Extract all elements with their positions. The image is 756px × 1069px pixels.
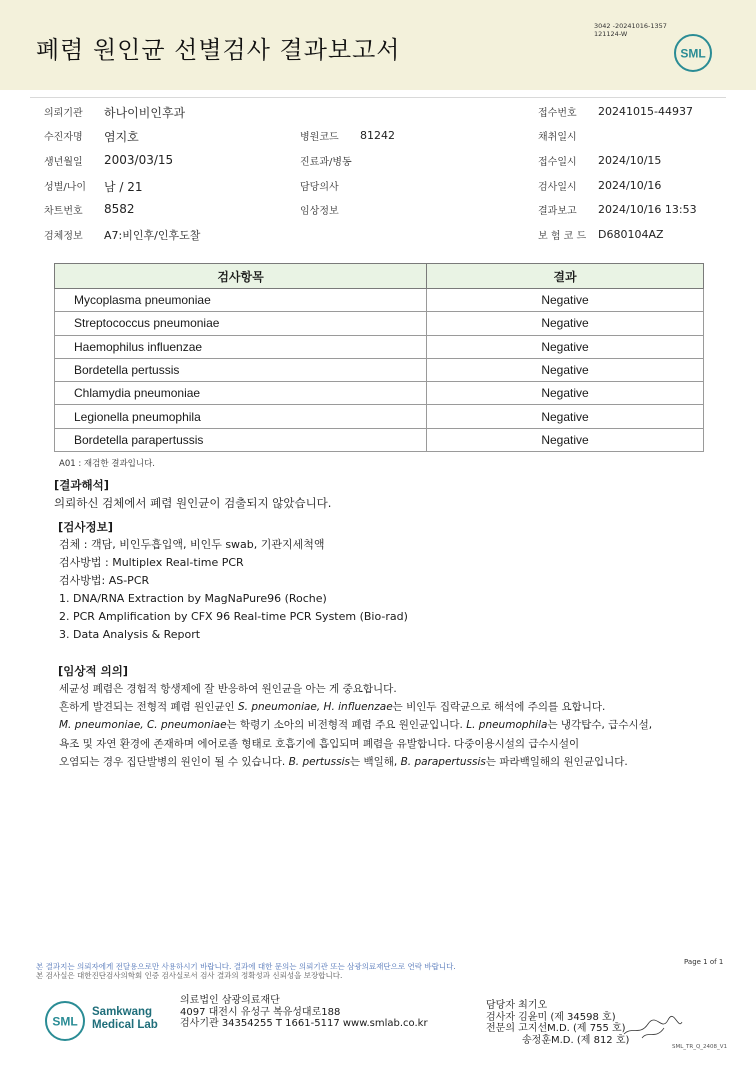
test-info-line: 검사방법: AS-PCR [59, 574, 150, 587]
specimen-value: A7:비인후/인후도찰 [104, 229, 201, 242]
test-result: Negative [427, 428, 704, 451]
patient-value: 염지호 [104, 130, 139, 144]
clinical-line: 흔하게 발견되는 전형적 폐렴 원인균인 S. pneumoniae, H. influenzae는 비인두 집락균으로 해석에 주의를 요합니다. [59, 701, 606, 714]
page-number: Page 1 of 1 [684, 958, 724, 966]
table-row [55, 289, 704, 312]
test-result: Negative [427, 312, 704, 335]
test-result: Negative [427, 382, 704, 405]
test-date-value: 2024/10/16 [598, 179, 662, 192]
test-info-block [59, 536, 408, 644]
sml-footer-logo-icon [44, 1000, 86, 1042]
brand-line: Medical Lab [92, 1019, 158, 1031]
test-info-heading: [검사정보] [58, 520, 113, 534]
col-item-header: 검사항목 [55, 264, 427, 289]
doctor-label: 담당의사 [300, 182, 339, 193]
address-line: 의료법인 삼광의료재단 [180, 995, 280, 1006]
report-code-line: 3042 -20241016-1357 [594, 22, 667, 30]
staff-line: 전문의 고지선M.D. (제 755 호) [486, 1023, 626, 1034]
dept-label: 진료과/병동 [300, 157, 352, 168]
address-line: 검사기관 34354255 T 1661-5117 www.smlab.co.kr [180, 1018, 428, 1029]
col-result-header: 결과 [427, 264, 704, 289]
clinical-heading: [임상적 의의] [58, 664, 129, 678]
dob-label: 생년월일 [44, 157, 83, 168]
footer-notice-line: 본 검사실은 대한진단검사의학회 인증 검사실로서 검사 결과의 정확성과 신뢰성을 보장합니다. [36, 971, 343, 980]
signature-icon [622, 1012, 684, 1042]
table-row [55, 335, 704, 358]
patient-label: 수진자명 [44, 132, 83, 143]
test-result: Negative [427, 405, 704, 428]
institution-row [44, 104, 83, 119]
footer-notice [36, 962, 456, 980]
clinical-line: 욕조 및 자연 환경에 존재하며 에어로졸 형태로 호흡기에 흡입되며 폐렴을 유발합니다. 다중이용시설의 급수시설이 [59, 737, 580, 750]
interpretation-text: 의뢰하신 검체에서 폐렴 원인균이 검출되지 않았습니다. [54, 496, 332, 510]
clinical-line: 세균성 폐렴은 경험적 항생제에 잘 반응하여 원인균을 아는 게 중요합니다. [59, 683, 397, 695]
receipt-no-label: 접수번호 [538, 108, 577, 119]
logo-text: SML [52, 1014, 78, 1029]
staff-line: 담당자 최기오 [486, 1000, 548, 1011]
test-item: Streptococcus pneumoniae [55, 312, 427, 335]
receipt-date-label: 접수일시 [538, 157, 577, 168]
address-line: 4097 대전시 유성구 복유성대로188 [180, 1006, 341, 1018]
test-result: Negative [427, 358, 704, 381]
dob-value: 2003/03/15 [104, 153, 174, 167]
staff-block [486, 1000, 629, 1046]
test-item: Mycoplasma pneumoniae [55, 289, 427, 312]
table-row [55, 358, 704, 381]
test-item: Haemophilus influenzae [55, 335, 427, 358]
brand-line: Samkwang [92, 1006, 153, 1018]
hospital-code-label: 병원코드 [300, 132, 339, 143]
clinical-line: 오염되는 경우 집단발병의 원인이 될 수 있습니다. B. pertussis는 백일해, B. parapertussis는 파라백일해의 원인균입니다. [59, 755, 628, 768]
report-code-line: 121124-W [594, 30, 628, 38]
chart-value: 8582 [104, 202, 135, 216]
test-info-line: 2. PCR Amplification by CFX 96 Real-time PCR System (Bio-rad) [59, 610, 408, 623]
test-info-line: 검체 : 객담, 비인두흡입액, 비인두 swab, 기관지세척액 [59, 538, 325, 551]
table-row [55, 428, 704, 451]
insurance-label: 보 험 코 드 [538, 231, 587, 242]
insurance-value: D680104AZ [598, 228, 664, 241]
logo-text: SML [680, 46, 706, 61]
receipt-no-value: 20241015-44937 [598, 105, 693, 118]
footer-notice-line: 본 결과지는 의뢰자에게 전달용으로만 사용하시기 바랍니다. 결과에 대한 문의는 의뢰기관 또는 삼광의료재단으로 연락 바랍니다. [36, 962, 456, 971]
sex-age-value: 남 / 21 [104, 180, 143, 194]
sex-age-label: 성별/나이 [44, 182, 87, 193]
clinical-line: M. pneumoniae, C. pneumoniae는 학령기 소아의 비전형적 폐렴 주요 원인균입니다. L. pneumophila는 냉각탑수, 급수시설, [59, 719, 653, 732]
divider [30, 97, 726, 98]
table-header-row [55, 264, 704, 289]
report-code [594, 22, 667, 38]
retest-note: A01 : 재검한 결과입니다. [59, 459, 155, 469]
table-row [55, 382, 704, 405]
interpretation-heading: [결과해석] [54, 478, 109, 492]
clinical-text [59, 680, 652, 771]
collect-label: 채취일시 [538, 132, 577, 143]
specimen-label: 검체정보 [44, 231, 83, 242]
report-label: 결과보고 [538, 206, 577, 217]
institution-label: 의뢰기관 [44, 108, 83, 119]
brand-name [92, 1006, 158, 1032]
test-info-line: 3. Data Analysis & Report [59, 628, 201, 641]
test-info-line: 1. DNA/RNA Extraction by MagNaPure96 (Roche) [59, 592, 327, 605]
receipt-date-value: 2024/10/15 [598, 154, 662, 167]
test-info-line: 검사방법 : Multiplex Real-time PCR [59, 556, 244, 569]
hospital-code-value: 81242 [360, 129, 395, 142]
staff-line: 검사자 김윤미 (제 34598 호) [486, 1011, 616, 1023]
test-item: Bordetella parapertussis [55, 428, 427, 451]
sml-logo-icon [673, 33, 713, 73]
clinical-label: 임상정보 [300, 206, 339, 217]
report-value: 2024/10/16 13:53 [598, 203, 697, 216]
institution-value: 하나이비인후과 [104, 106, 186, 120]
test-result: Negative [427, 335, 704, 358]
test-item: Bordetella pertussis [55, 358, 427, 381]
page-title: 폐렴 원인균 선별검사 결과보고서 [36, 36, 401, 64]
test-item: Chlamydia pneumoniae [55, 382, 427, 405]
table-row [55, 405, 704, 428]
test-date-label: 검사일시 [538, 182, 577, 193]
test-result: Negative [427, 289, 704, 312]
document-code: SML_TR_Q_2408_V1 [672, 1044, 728, 1050]
address-block [180, 995, 428, 1030]
results-table [54, 263, 704, 452]
test-item: Legionella pneumophila [55, 405, 427, 428]
staff-line: 송정훈M.D. (제 812 호) [522, 1034, 630, 1046]
chart-label: 차트번호 [44, 206, 83, 217]
table-row [55, 312, 704, 335]
